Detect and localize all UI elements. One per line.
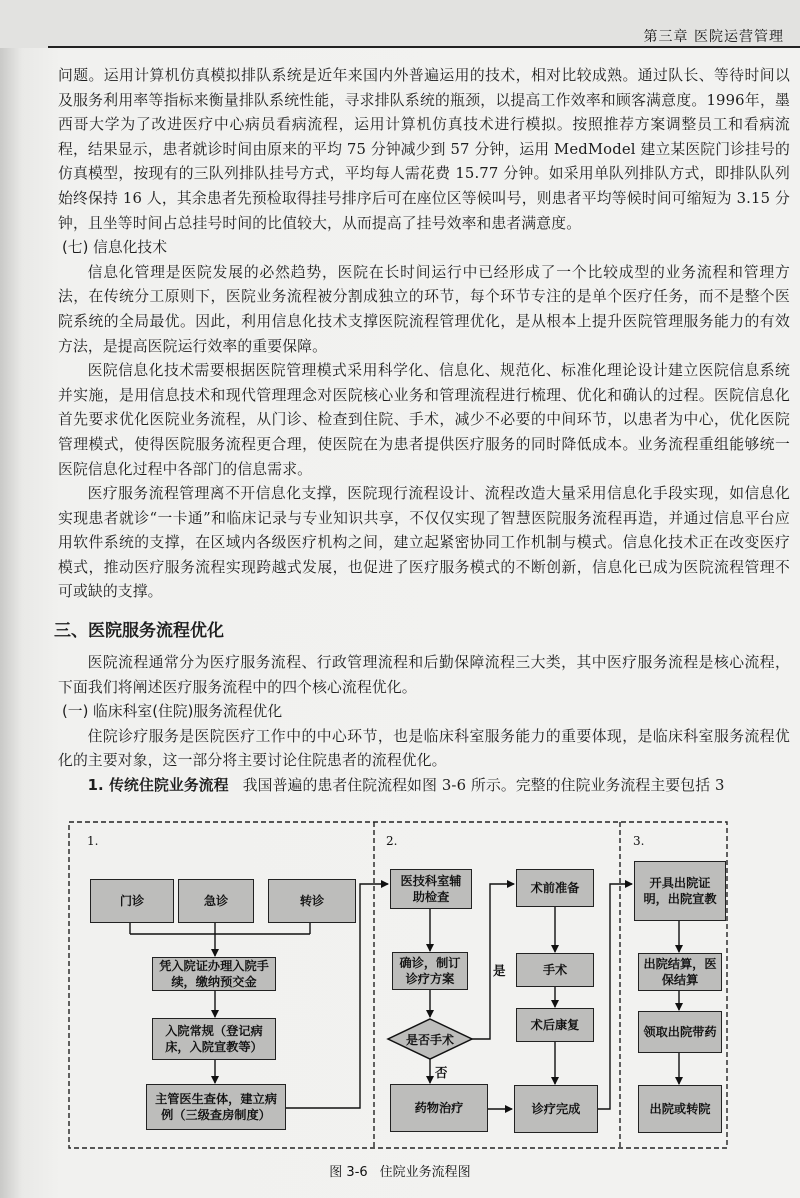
paragraph: 医疗服务流程管理离不开信息化支撑，医院现行流程设计、流程改造大量采用信息化手段实现，如信息化实现患者就诊“一卡通”和临床记录与专业知识共享，不仅仅实现了智慧医院服务流程再造，并通过信息平台应用软件系统的支撑，在区域内各级医疗机构之间，建立起紧密协同工作机制与模式。信息化技术正在改变医疗模式，推动医疗服务流程实现跨越式发展，也促进了医疗服务模式的不断创新，信息化已成为医院流程管理不可或缺的支撑。 bbox=[58, 485, 790, 601]
column-number: 1. bbox=[87, 834, 99, 848]
running-header bbox=[0, 0, 800, 48]
box-doctor-exam: 主管医生查体，建立病例（三级查房制度） bbox=[146, 1084, 286, 1130]
flowchart-figure bbox=[68, 821, 728, 1151]
box-emergency: 急诊 bbox=[178, 879, 254, 923]
box-medtech-exam: 医技科室辅助检查 bbox=[390, 869, 472, 909]
section-heading: 三、医院服务流程优化 bbox=[54, 621, 224, 642]
figure-title: 住院业务流程图 bbox=[379, 1165, 471, 1180]
box-discharge-cert: 开具出院证明，出院宣教 bbox=[634, 861, 726, 921]
body-text bbox=[54, 64, 790, 799]
paragraph: 医院信息化技术需要根据医院管理模式采用科学化、信息化、规范化、标准化理论设计建立医院信息系统并实施，是用信息技术和现代管理理念对医院核心业务和管理流程进行梳理、优化和确认的过程。医院信息化首先要求优化医院业务流程，从门诊、检查到住院、手术，减少不必要的中间环节，以患者为中心，优化医院管理模式，使得医院服务流程更合理，使医院在为患者提供医疗服务的同时降低成本。业务流程重组能够统一医院信息化过程中各部门的信息需求。 bbox=[58, 362, 790, 478]
item-text: 我国普遍的患者住院流程如图 3-6 所示。完整的住院业务流程主要包括 3 bbox=[242, 777, 725, 795]
paragraph: 住院诊疗服务是医院医疗工作中的中心环节，也是临床科室服务能力的重要体现，是临床科室服务流程优化的主要对象，这一部分将主要讨论住院患者的流程优化。 bbox=[58, 727, 790, 770]
box-outpatient: 门诊 bbox=[90, 879, 174, 923]
yes-label: 是 bbox=[493, 963, 506, 978]
paragraph: 医院流程通常分为医疗服务流程、行政管理流程和后勤保障流程三大类，其中医疗服务流程是核心流程，下面我们将阐述医疗服务流程中的四个核心流程优化。 bbox=[58, 654, 790, 696]
box-admission: 凭入院证办理入院手续，缴纳预交金 bbox=[152, 957, 276, 991]
box-transfer: 转诊 bbox=[268, 879, 356, 923]
box-discharge-meds: 领取出院带药 bbox=[638, 1011, 722, 1053]
item-heading: 1. 传统住院业务流程 bbox=[87, 777, 229, 795]
figure-caption bbox=[0, 1161, 800, 1180]
paragraph: 问题。运用计算机仿真模拟排队系统是近年来国内外普遍运用的技术，相对比较成熟。通过队长、等待时间以及服务利用率等指标来衡量排队系统性能，寻求排队系统的瓶颈，以提高工作效率和顾客满意度。1996年，墨西哥大学为了改进医疗中心病员看病流程，运用计算机仿真技术进行模拟。按照推荐方案调整员工和看病流程，结果显示，患者就诊时间由原来的平均 75 分钟减少到 57 分钟，运用 MedModel 建立某医院门诊挂号的仿真模型，按现有的三队列排队挂号方式，平均每人需花费 15.77 分钟。如采用单队列排队方式，即排队队列始终保持 16 人，其余患者先预检取得挂号排序后可在座位区等候叫号，则患者平均等候时间可缩短为 3.15 分钟，且坐等时间占总挂号时间的比值较大，从而提高了挂号效率和患者满意度。 bbox=[58, 67, 790, 232]
box-drug-therapy: 药物治疗 bbox=[390, 1084, 488, 1132]
box-preop: 术前准备 bbox=[516, 869, 594, 907]
box-settlement: 出院结算，医保结算 bbox=[638, 953, 722, 991]
chapter-title: 第三章 医院运营管理 bbox=[643, 29, 784, 45]
box-surgery: 手术 bbox=[516, 953, 594, 987]
subsection-heading: (七) 信息化技术 bbox=[62, 239, 168, 257]
column-number: 3. bbox=[633, 834, 645, 848]
paragraph: 信息化管理是医院发展的必然趋势，医院在长时间运行中已经形成了一个比较成型的业务流程和管理方法，在传统分工原则下，医院业务流程被分割成独立的环节，每个环节专注的是单个医疗任务，而不是整个医院系统的全局最优。因此，利用信息化技术支撑医院流程管理优化，是从根本上提升医院管理服务能力的有效方法，是提高医院运行效率的重要保障。 bbox=[58, 263, 790, 355]
box-discharge-transfer: 出院或转院 bbox=[638, 1085, 722, 1133]
box-treatment-complete: 诊疗完成 bbox=[514, 1085, 598, 1133]
no-label: 否 bbox=[435, 1065, 448, 1080]
paragraph bbox=[58, 774, 790, 799]
column-number: 2. bbox=[386, 834, 398, 848]
subsection-heading: (一) 临床科室(住院)服务流程优化 bbox=[62, 703, 283, 721]
decision-label: 是否手术 bbox=[405, 1033, 454, 1047]
box-routine: 入院常规（登记病床，入院宣教等） bbox=[152, 1018, 276, 1060]
header-rule bbox=[48, 46, 800, 48]
figure-number: 图 3-6 bbox=[329, 1165, 368, 1180]
box-diagnosis: 确诊，制订诊疗方案 bbox=[392, 952, 468, 990]
box-postop: 术后康复 bbox=[516, 1008, 594, 1042]
